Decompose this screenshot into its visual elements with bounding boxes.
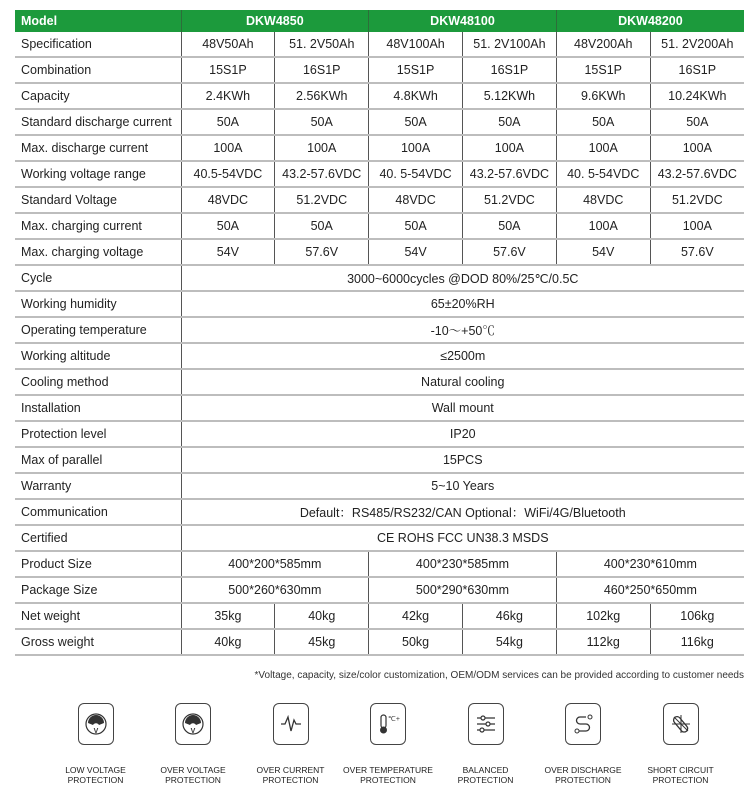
cell-value: 48V100Ah <box>369 32 463 57</box>
cell-value: 9.6KWh <box>556 83 650 109</box>
cell-value: 50A <box>369 213 463 239</box>
cell-value: 50A <box>275 213 369 239</box>
cell-value: 100A <box>369 135 463 161</box>
table-row <box>15 161 744 187</box>
row-label: Communication <box>15 499 181 525</box>
cell-value: 43.2-57.6VDC <box>650 161 744 187</box>
model-dkw48100: DKW48100 <box>369 10 557 32</box>
protection-label <box>647 765 713 785</box>
cell-value: 51. 2V200Ah <box>650 32 744 57</box>
protection-label-line2: PROTECTION <box>652 775 709 785</box>
discharge-path-icon <box>565 703 601 745</box>
cell-value: 48VDC <box>181 187 275 213</box>
cell-value: 100A <box>650 135 744 161</box>
svg-text:V: V <box>93 728 98 735</box>
row-label: Warranty <box>15 473 181 499</box>
cell-value: 116kg <box>650 629 744 655</box>
protection-item <box>341 703 436 785</box>
table-row <box>15 473 744 499</box>
protection-label-line2: PROTECTION <box>555 775 611 785</box>
cell-value: 65±20%RH <box>181 291 744 317</box>
cell-value: 43.2-57.6VDC <box>462 161 556 187</box>
cell-value: Default：RS485/RS232/CAN Optional：WiFi/4G/Bluetooth <box>181 499 744 525</box>
cell-value: 100A <box>181 135 275 161</box>
model-header: Model <box>15 10 181 32</box>
cell-value: 400*230*610mm <box>556 551 744 577</box>
cell-value: 16S1P <box>650 57 744 83</box>
cell-value: Wall mount <box>181 395 744 421</box>
cell-value: 51.2VDC <box>275 187 369 213</box>
protection-label <box>545 765 622 785</box>
table-row <box>15 369 744 395</box>
protection-label-line1: SHORT CIRCUIT <box>647 765 714 775</box>
cell-value: IP20 <box>181 421 744 447</box>
protection-label-line2: PROTECTION <box>457 775 514 785</box>
cell-value: 57.6V <box>275 239 369 265</box>
short-circuit-icon <box>663 703 699 745</box>
cell-value: 50A <box>462 109 556 135</box>
protection-label-line2: PROTECTION <box>360 775 416 785</box>
table-row <box>15 343 744 369</box>
protection-label-line1: OVER VOLTAGE <box>160 765 226 775</box>
row-label: Product Size <box>15 551 181 577</box>
protection-label <box>160 765 225 785</box>
row-label: Standard discharge current <box>15 109 181 135</box>
cell-value: 50A <box>650 109 744 135</box>
cell-value: 50A <box>275 109 369 135</box>
protection-label-line2: PROTECTION <box>262 775 319 785</box>
protection-label-line1: LOW VOLTAGE <box>65 765 126 775</box>
thermometer-icon <box>370 703 406 745</box>
cell-value: 40. 5-54VDC <box>369 161 463 187</box>
table-row <box>15 551 744 577</box>
table-row <box>15 135 744 161</box>
cell-value: 57.6V <box>650 239 744 265</box>
row-label: Gross weight <box>15 629 181 655</box>
protection-item <box>633 703 728 785</box>
cell-value: 50A <box>181 213 275 239</box>
cell-value: 46kg <box>462 603 556 629</box>
table-row <box>15 265 744 291</box>
cell-value: 45kg <box>275 629 369 655</box>
row-label: Cycle <box>15 265 181 291</box>
table-row <box>15 603 744 629</box>
cell-value: 40.5-54VDC <box>181 161 275 187</box>
cell-value: 460*250*650mm <box>556 577 744 603</box>
cell-value: 35kg <box>181 603 275 629</box>
cell-value: 42kg <box>369 603 463 629</box>
cell-value: 50A <box>369 109 463 135</box>
row-label: Max. charging current <box>15 213 181 239</box>
protection-label-line2: PROTECTION <box>165 775 221 785</box>
cell-value: 50A <box>462 213 556 239</box>
protection-label-line2: PROTECTION <box>67 775 124 785</box>
row-label: Operating temperature <box>15 317 181 343</box>
cell-value: 500*290*630mm <box>369 577 557 603</box>
cell-value: 51. 2V100Ah <box>462 32 556 57</box>
cell-value: 4.8KWh <box>369 83 463 109</box>
cell-value: 100A <box>556 213 650 239</box>
table-row <box>15 57 744 83</box>
cell-value: Natural cooling <box>181 369 744 395</box>
cell-value: 100A <box>462 135 556 161</box>
customization-note: *Voltage, capacity, size/color customization, OEM/ODM services can be provided according to customer needs <box>254 670 744 681</box>
row-label: Combination <box>15 57 181 83</box>
model-dkw4850: DKW4850 <box>181 10 369 32</box>
protection-label <box>343 765 433 785</box>
cell-value: 10.24KWh <box>650 83 744 109</box>
cell-value: 48V50Ah <box>181 32 275 57</box>
table-row <box>15 213 744 239</box>
cell-value: 54kg <box>462 629 556 655</box>
table-row <box>15 421 744 447</box>
row-label: Max. discharge current <box>15 135 181 161</box>
cell-value: 112kg <box>556 629 650 655</box>
cell-value: 15PCS <box>181 447 744 473</box>
cell-value: 54V <box>369 239 463 265</box>
cell-value: 400*200*585mm <box>181 551 369 577</box>
cell-value: 54V <box>556 239 650 265</box>
table-row <box>15 577 744 603</box>
cell-value: 16S1P <box>462 57 556 83</box>
cell-value: 40. 5-54VDC <box>556 161 650 187</box>
cell-value: 5~10 Years <box>181 473 744 499</box>
row-label: Working voltage range <box>15 161 181 187</box>
table-row <box>15 32 744 57</box>
cell-value: 102kg <box>556 603 650 629</box>
cell-value: 15S1P <box>181 57 275 83</box>
cell-value: 40kg <box>275 603 369 629</box>
row-label: Installation <box>15 395 181 421</box>
cell-value: 100A <box>275 135 369 161</box>
pulse-icon <box>273 703 309 745</box>
cell-value: 48V200Ah <box>556 32 650 57</box>
table-row <box>15 499 744 525</box>
cell-value: 500*260*630mm <box>181 577 369 603</box>
cell-value: 54V <box>181 239 275 265</box>
table-row <box>15 395 744 421</box>
cell-value: 48VDC <box>369 187 463 213</box>
table-row <box>15 629 744 655</box>
table-row <box>15 525 744 551</box>
cell-value: 51. 2V50Ah <box>275 32 369 57</box>
cell-value: 43.2-57.6VDC <box>275 161 369 187</box>
row-label: Capacity <box>15 83 181 109</box>
cell-value: 2.4KWh <box>181 83 275 109</box>
cell-value: ≤2500m <box>181 343 744 369</box>
row-label: Working altitude <box>15 343 181 369</box>
model-dkw48200: DKW48200 <box>556 10 744 32</box>
cell-value: 106kg <box>650 603 744 629</box>
cell-value: -10～+50℃ <box>181 317 744 343</box>
cell-value: 16S1P <box>275 57 369 83</box>
protection-label-line1: OVER TEMPERATURE <box>343 765 433 775</box>
row-label: Certified <box>15 525 181 551</box>
row-label: Max. charging voltage <box>15 239 181 265</box>
row-label: Max of parallel <box>15 447 181 473</box>
protection-label-line1: BALANCED <box>462 765 509 775</box>
row-label: Standard Voltage <box>15 187 181 213</box>
protection-item <box>438 703 533 785</box>
protection-label-line1: OVER DISCHARGE <box>544 765 622 775</box>
cell-value: 15S1P <box>369 57 463 83</box>
protection-item <box>536 703 631 785</box>
protection-label <box>256 765 324 785</box>
table-row <box>15 291 744 317</box>
cell-value: 40kg <box>181 629 275 655</box>
row-label: Working humidity <box>15 291 181 317</box>
table-row <box>15 239 744 265</box>
svg-text:℃+: ℃+ <box>388 716 400 723</box>
row-label: Net weight <box>15 603 181 629</box>
cell-value: 100A <box>556 135 650 161</box>
protection-item <box>243 703 338 785</box>
protection-label-line1: OVER CURRENT <box>256 765 325 775</box>
cell-value: 3000~6000cycles @DOD 80%/25℃/0.5C <box>181 265 744 291</box>
spec-table <box>15 10 744 656</box>
cell-value: 15S1P <box>556 57 650 83</box>
cell-value: 50kg <box>369 629 463 655</box>
protection-icons <box>48 703 728 785</box>
table-row <box>15 317 744 343</box>
row-label: Cooling method <box>15 369 181 395</box>
table-row <box>15 447 744 473</box>
over-voltage-gauge-icon <box>175 703 211 745</box>
cell-value: 2.56KWh <box>275 83 369 109</box>
cell-value: 51.2VDC <box>650 187 744 213</box>
table-row <box>15 187 744 213</box>
cell-value: 51.2VDC <box>462 187 556 213</box>
cell-value: 5.12KWh <box>462 83 556 109</box>
cell-value: 50A <box>181 109 275 135</box>
svg-text:V: V <box>190 728 196 735</box>
cell-value: 400*230*585mm <box>369 551 557 577</box>
row-label: Specification <box>15 32 181 57</box>
cell-value: CE ROHS FCC UN38.3 MSDS <box>181 525 744 551</box>
sliders-icon <box>468 703 504 745</box>
cell-value: 50A <box>556 109 650 135</box>
row-label: Package Size <box>15 577 181 603</box>
row-label: Protection level <box>15 421 181 447</box>
low-voltage-gauge-icon <box>78 703 114 745</box>
protection-item <box>48 703 143 785</box>
protection-item <box>146 703 241 785</box>
table-row <box>15 109 744 135</box>
table-row <box>15 83 744 109</box>
cell-value: 57.6V <box>462 239 556 265</box>
protection-label <box>458 765 514 785</box>
protection-label <box>65 765 126 785</box>
cell-value: 100A <box>650 213 744 239</box>
header-row <box>15 10 744 32</box>
cell-value: 48VDC <box>556 187 650 213</box>
